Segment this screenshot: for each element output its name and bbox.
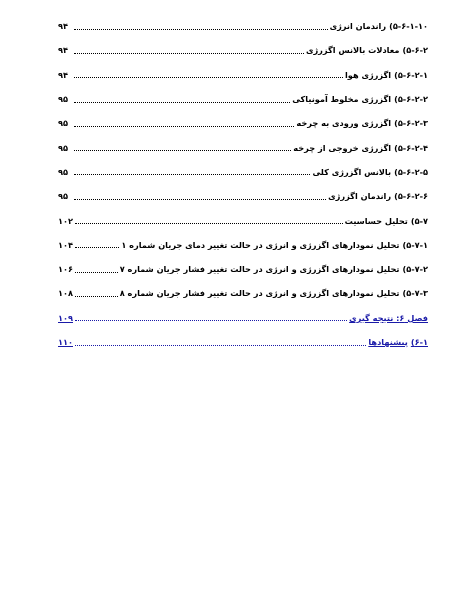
toc-entry-number: ۵-۷) [410, 215, 428, 226]
toc-entry-number: ۵-۶-۲-۴) [394, 142, 428, 153]
toc-entry-title: بالانس اگزرژی کلی [312, 166, 392, 177]
toc-entry-title: تحلیل حساسیت [344, 215, 408, 226]
toc-entry-title: اگزرژی ورودی به چرخه [296, 118, 392, 129]
dot-leader [74, 199, 326, 200]
dot-leader [75, 247, 119, 248]
toc-entry-page-number[interactable]: ۱۰۹ [58, 312, 73, 323]
dot-leader [75, 272, 118, 273]
toc-entry-title: معادلات بالانس اگزرژی [305, 45, 400, 56]
toc-entry-page-number: ۹۵ [58, 191, 68, 202]
dot-leader [74, 53, 304, 54]
dot-leader [75, 223, 343, 224]
toc-entry-number: ۵-۷-۱) [402, 239, 428, 250]
dot-leader [75, 296, 118, 297]
toc-entry [58, 257, 428, 281]
toc-entry-page-number: ۹۴ [58, 45, 68, 56]
dot-leader [75, 320, 347, 321]
toc-entry-title: راندمان اگزرژی [328, 191, 392, 202]
toc-entry-number: ۵-۷-۲) [402, 264, 428, 275]
toc-entry-number: ۵-۶-۲-۱) [394, 69, 428, 80]
toc-entry-number: ۵-۶-۲-۳) [394, 118, 428, 129]
toc-entry [58, 87, 428, 111]
toc-entry-number: ۵-۶-۲) [402, 45, 428, 56]
toc-entry-title: اگزرژی خروجی از چرخه [293, 142, 392, 153]
toc-entry [58, 208, 428, 232]
toc-entry [58, 38, 428, 62]
toc-entry-title: راندمان انرژی [329, 21, 387, 32]
toc-entry-page-number: ۱۰۴ [58, 239, 73, 250]
toc-entry-page-number: ۹۵ [58, 118, 68, 129]
toc-entry-title: اگزرژی هوا [345, 69, 392, 80]
toc-entry-page-number: ۹۴ [58, 69, 68, 80]
toc-entry-number: ۵-۶-۱-۱۰) [389, 21, 428, 32]
toc-entry-page-number: ۹۵ [58, 142, 68, 153]
toc-entry-title: تحلیل نمودارهای اگزرژی و انرژی در حالت تغییر دمای جریان شماره ۱ [121, 239, 400, 250]
toc-entry-page-number: ۹۵ [58, 94, 68, 105]
toc-entry-title[interactable]: فصل ۶: نتیجه گیری [349, 312, 428, 323]
toc-entry-page-number: ۱۰۸ [58, 288, 73, 299]
dot-leader [74, 102, 290, 103]
toc-entry [58, 111, 428, 135]
toc-entry-page-number: ۱۰۶ [58, 264, 73, 275]
toc-entry-page-number: ۹۴ [58, 21, 68, 32]
toc-entry [58, 135, 428, 159]
table-of-contents [58, 14, 428, 354]
toc-entry-number: ۵-۶-۲-۲) [394, 94, 428, 105]
toc-entry [58, 160, 428, 184]
toc-entry-page-number[interactable]: ۱۱۰ [58, 337, 73, 347]
toc-entry[interactable] [58, 306, 428, 330]
toc-entry-title: اگزرژی مخلوط آمونیاکی [292, 94, 392, 105]
dot-leader [74, 126, 294, 127]
toc-entry-title: تحلیل نمودارهای اگزرژی و انرژی در حالت تغییر فشار جریان شماره ۷ [119, 264, 400, 275]
toc-entry [58, 184, 428, 208]
toc-entry-page-number: ۱۰۲ [58, 215, 73, 226]
dot-leader [74, 150, 291, 151]
dot-leader [74, 77, 343, 78]
toc-entry [58, 233, 428, 257]
toc-entry [58, 281, 428, 305]
dot-leader [75, 345, 366, 346]
toc-entry-page-number: ۹۵ [58, 166, 68, 177]
dot-leader [74, 174, 310, 175]
toc-entry-title: تحلیل نمودارهای اگزرژی و انرژی در حالت تغییر فشار جریان شماره ۸ [119, 288, 400, 299]
dot-leader [74, 29, 328, 30]
toc-entry-number: ۵-۷-۳) [402, 288, 428, 299]
toc-entry-number: ۵-۶-۲-۵) [394, 166, 428, 177]
toc-entry-number: ۵-۶-۲-۶) [394, 191, 428, 202]
toc-entry [58, 63, 428, 87]
toc-entry[interactable] [58, 330, 428, 354]
toc-entry-title[interactable]: پیشنهادها [368, 337, 408, 347]
toc-entry-number: ۶-۱) [410, 337, 428, 347]
toc-entry [58, 14, 428, 38]
